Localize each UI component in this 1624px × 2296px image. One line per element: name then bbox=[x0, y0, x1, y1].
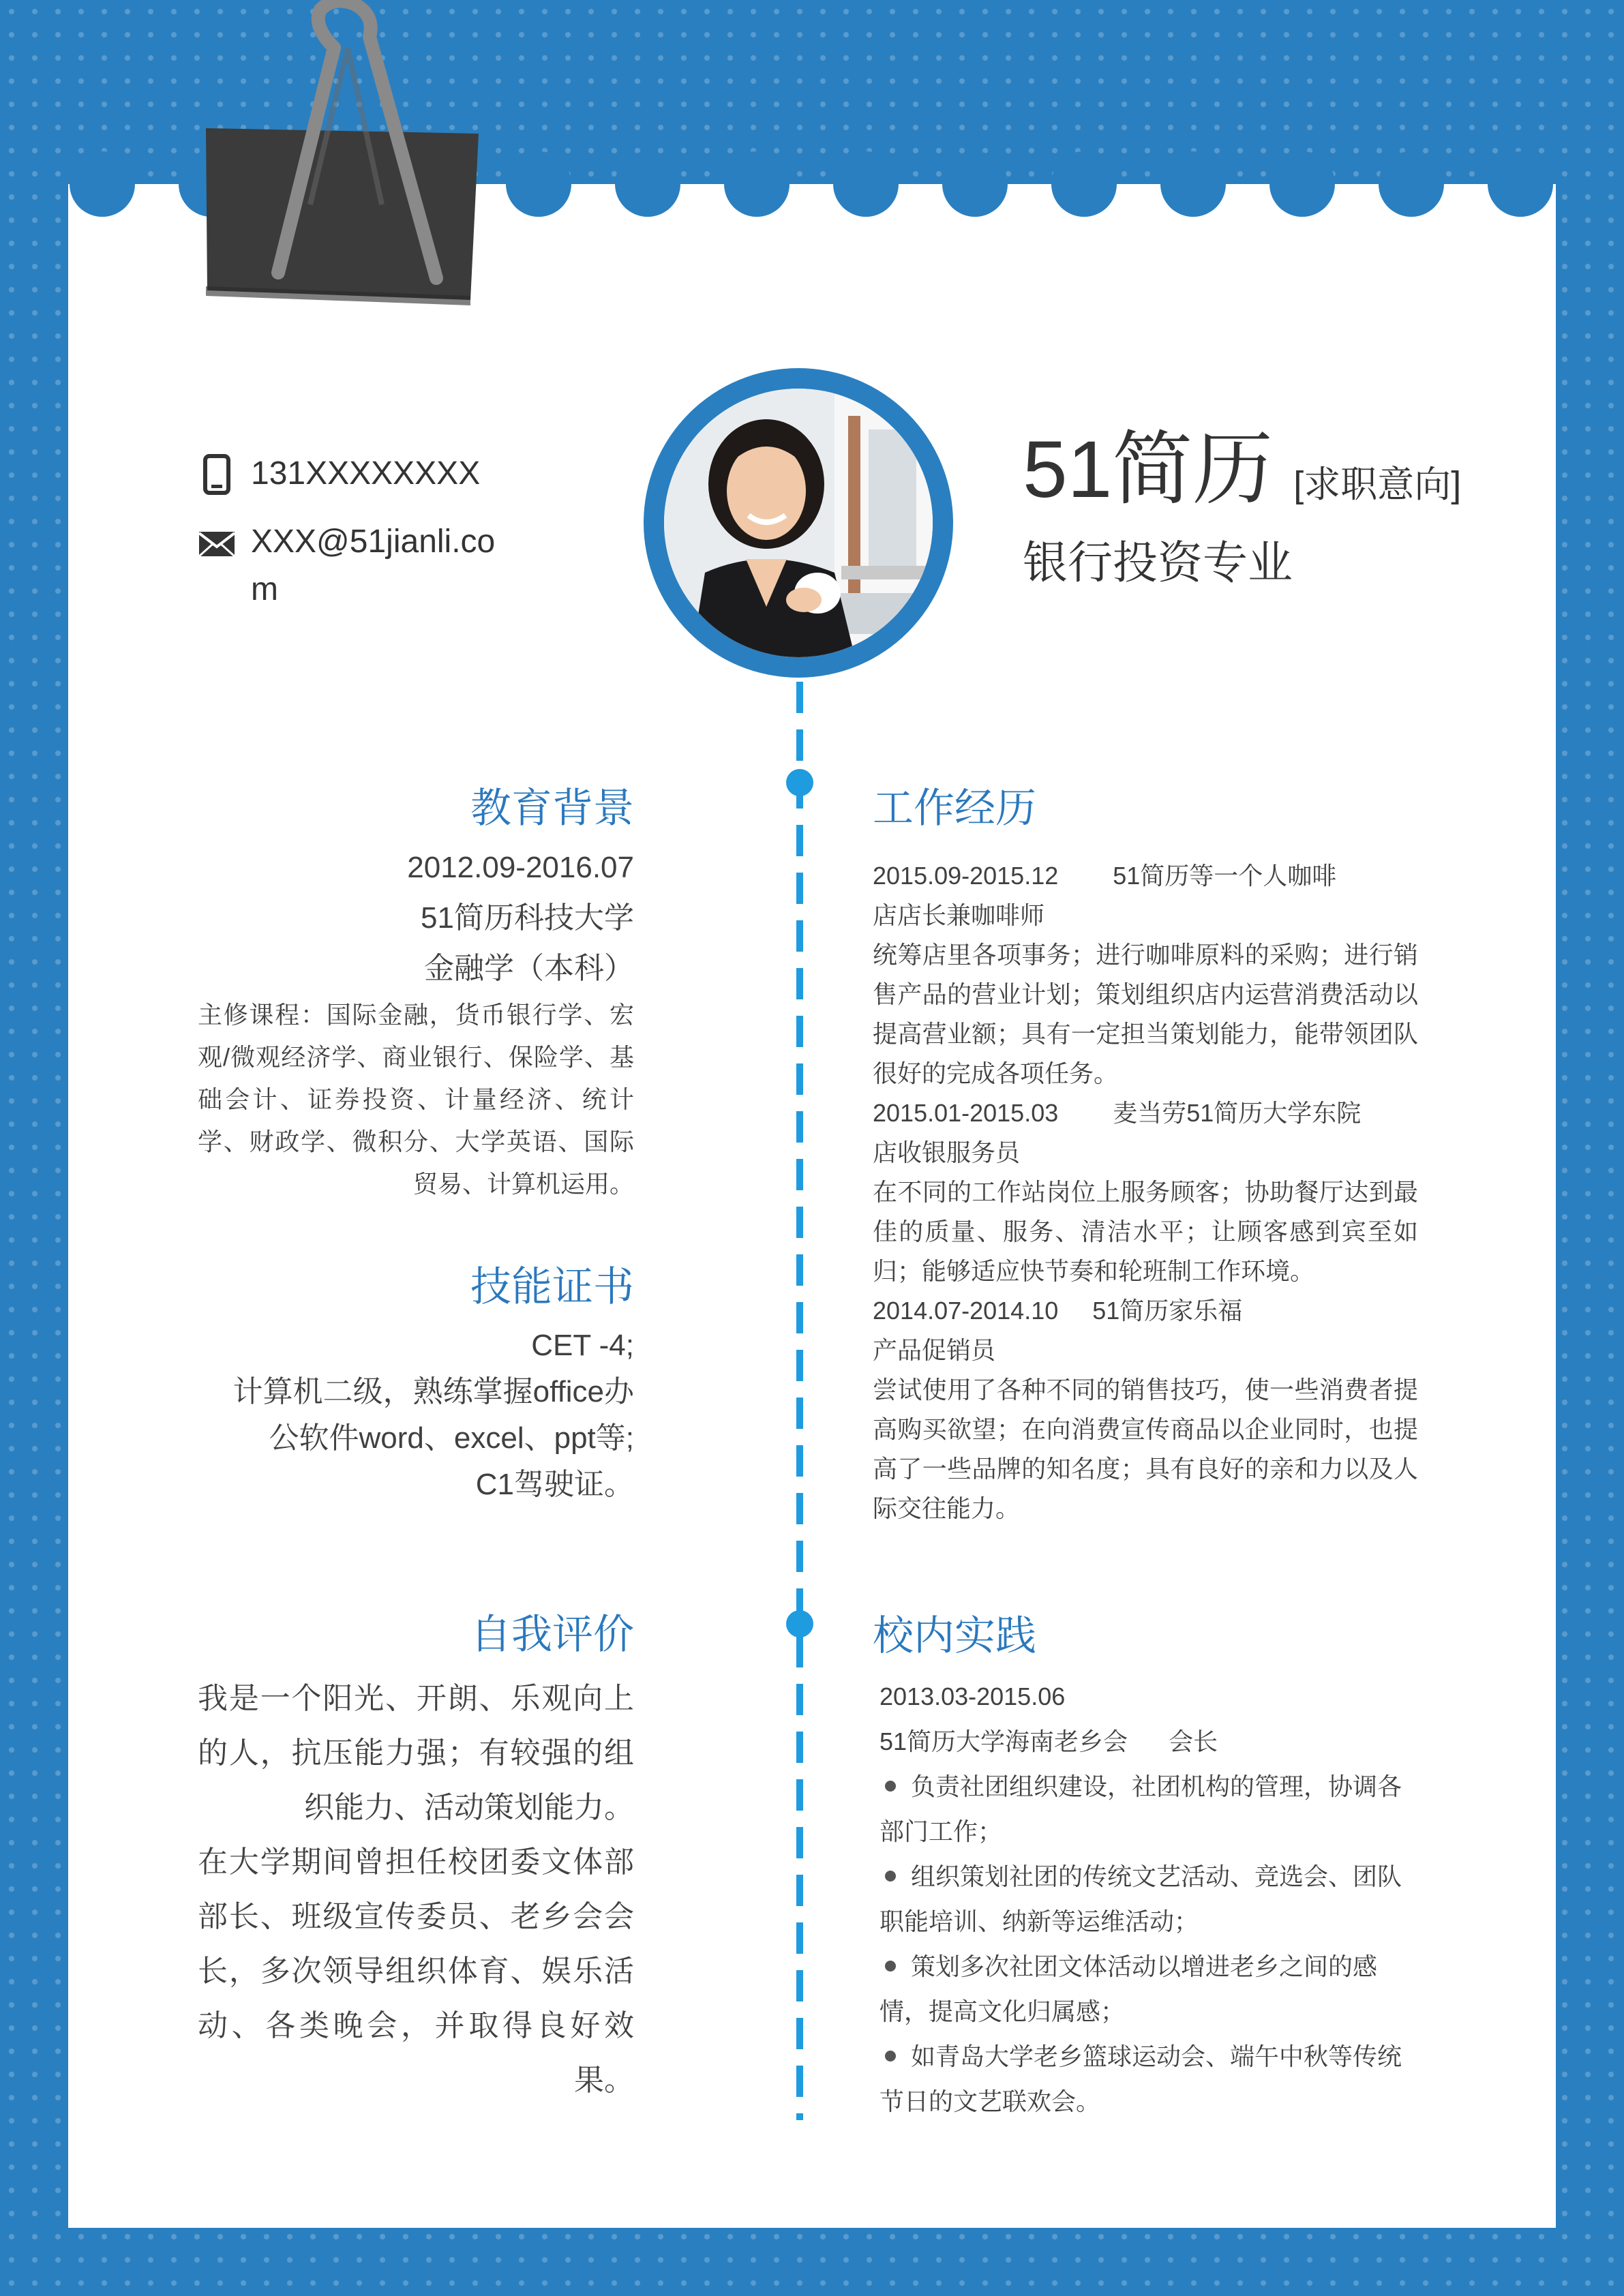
practice-item: 负责社团组织建设，社团机构的管理，协调各部门工作； bbox=[879, 1772, 1402, 1845]
job-company: 麦当劳51简历大学东院 bbox=[1113, 1099, 1362, 1127]
practice-org: 51简历大学海南老乡会 bbox=[879, 1727, 1128, 1755]
skill-item: CET -4; bbox=[531, 1329, 634, 1362]
contact-phone-row bbox=[196, 450, 510, 498]
practice-item: 策划多次社团文体活动以增进老乡之间的感情，提高文化归属感； bbox=[879, 1952, 1378, 2025]
job-description: 统筹店里各项事务；进行咖啡原料的采购；进行销售产品的营业计划；策划组织店内运营消费活动以提高营业额；具有一定担当策划能力，能带领团队很好的完成各项任务。 bbox=[873, 941, 1418, 1087]
job-entry bbox=[873, 1291, 1418, 1528]
scallop-decoration bbox=[1051, 151, 1117, 217]
job-role: 店收银服务员 bbox=[873, 1138, 1021, 1166]
job-intent: 银行投资专业 bbox=[1023, 537, 1293, 588]
job-entry bbox=[873, 856, 1418, 1093]
scallop-decoration bbox=[1488, 151, 1553, 217]
practice-title: 校内实践 bbox=[873, 1613, 1036, 1659]
job-date: 2015.01-2015.03 bbox=[873, 1099, 1059, 1127]
education-courses: 主修课程：国际金融，货币银行学、宏观/微观经济学、商业银行、保险学、基础会计、证券投资、计量经济、统计学、财政学、微积分、大学英语、国际贸易、计算机运用。 bbox=[198, 1001, 634, 1198]
self-eval-paragraph: 在大学期间曾担任校团委文体部部长、班级宣传委员、老乡会会长，多次领导组织体育、娱乐活动、各类晚会，并取得良好效果。 bbox=[198, 1845, 634, 2097]
practice-section bbox=[879, 1674, 1411, 2124]
self-eval-section bbox=[198, 1672, 634, 2108]
scallop-decoration bbox=[1160, 151, 1226, 217]
binder-clip-icon bbox=[198, 0, 491, 314]
education-section bbox=[198, 843, 634, 1205]
scallop-decoration bbox=[724, 151, 790, 217]
phone-icon bbox=[196, 450, 237, 495]
skill-item: 计算机二级，熟练掌握office办公软件word、excel、ppt等; bbox=[232, 1375, 634, 1455]
job-date: 2014.07-2014.10 bbox=[873, 1297, 1059, 1325]
contact-email-row bbox=[196, 518, 510, 614]
job-company: 51简历等一个人咖啡 bbox=[1113, 862, 1337, 890]
timeline-dot bbox=[786, 1610, 813, 1637]
skills-title: 技能证书 bbox=[470, 1264, 634, 1310]
name-block bbox=[1023, 425, 1462, 591]
practice-item: 组织策划社团的传统文艺活动、竞选会、团队职能培训、纳新等运维活动； bbox=[879, 1862, 1402, 1935]
intent-label: [求职意向] bbox=[1293, 464, 1462, 505]
job-description: 在不同的工作站岗位上服务顾客；协助餐厅达到最佳的质量、服务、清洁水平；让顾客感到宾至如归；能够适应快节奏和轮班制工作环境。 bbox=[873, 1178, 1418, 1285]
timeline-dot bbox=[786, 769, 813, 796]
job-date: 2015.09-2015.12 bbox=[873, 862, 1059, 890]
email-text: XXX@51jianli.com bbox=[251, 524, 496, 607]
bullet-icon bbox=[885, 1781, 896, 1792]
bullet-icon bbox=[885, 2051, 896, 2061]
practice-date: 2013.03-2015.06 bbox=[879, 1682, 1066, 1710]
job-description: 尝试使用了各种不同的销售技巧，使一些消费者提高购买欲望；在向消费宣传商品以企业同时，也提高了一些品牌的知名度；具有良好的亲和力以及人际交往能力。 bbox=[873, 1376, 1418, 1522]
bullet-icon bbox=[885, 1961, 896, 1972]
bullet-icon bbox=[885, 1871, 896, 1882]
scallop-decoration bbox=[833, 151, 899, 217]
job-role: 产品促销员 bbox=[873, 1336, 996, 1364]
work-title: 工作经历 bbox=[873, 785, 1036, 831]
job-entry bbox=[873, 1093, 1418, 1291]
practice-item: 如青岛大学老乡篮球运动会、端午中秋等传统节日的文艺联欢会。 bbox=[879, 2042, 1402, 2115]
phone-text: 131XXXXXXXX bbox=[251, 455, 481, 492]
scallop-decoration bbox=[615, 151, 680, 217]
candidate-name: 51简历 bbox=[1023, 425, 1274, 515]
scallop-decoration bbox=[1379, 151, 1444, 217]
self-eval-paragraph: 我是一个阳光、开朗、乐观向上的人，抗压能力强；有较强的组织能力、活动策划能力。 bbox=[198, 1682, 634, 1824]
timeline-line bbox=[796, 682, 803, 2120]
self-eval-title: 自我评价 bbox=[470, 1612, 634, 1657]
scallop-decoration bbox=[942, 151, 1008, 217]
skill-item: C1驾驶证。 bbox=[475, 1468, 634, 1501]
scallop-decoration bbox=[1269, 151, 1335, 217]
skills-section bbox=[198, 1323, 634, 1508]
scallop-decoration bbox=[506, 151, 571, 217]
education-title: 教育背景 bbox=[470, 785, 634, 831]
practice-position: 会长 bbox=[1169, 1727, 1218, 1755]
education-school: 51简历科技大学金融学（本科） bbox=[421, 901, 634, 985]
avatar-photo bbox=[664, 389, 933, 657]
job-role: 店店长兼咖啡师 bbox=[873, 901, 1045, 929]
scallop-decoration bbox=[70, 151, 135, 217]
envelope-icon bbox=[196, 518, 237, 558]
job-company: 51简历家乐福 bbox=[1092, 1297, 1243, 1325]
education-date: 2012.09-2016.07 bbox=[407, 851, 634, 884]
avatar bbox=[644, 368, 953, 678]
work-section bbox=[873, 856, 1418, 1528]
